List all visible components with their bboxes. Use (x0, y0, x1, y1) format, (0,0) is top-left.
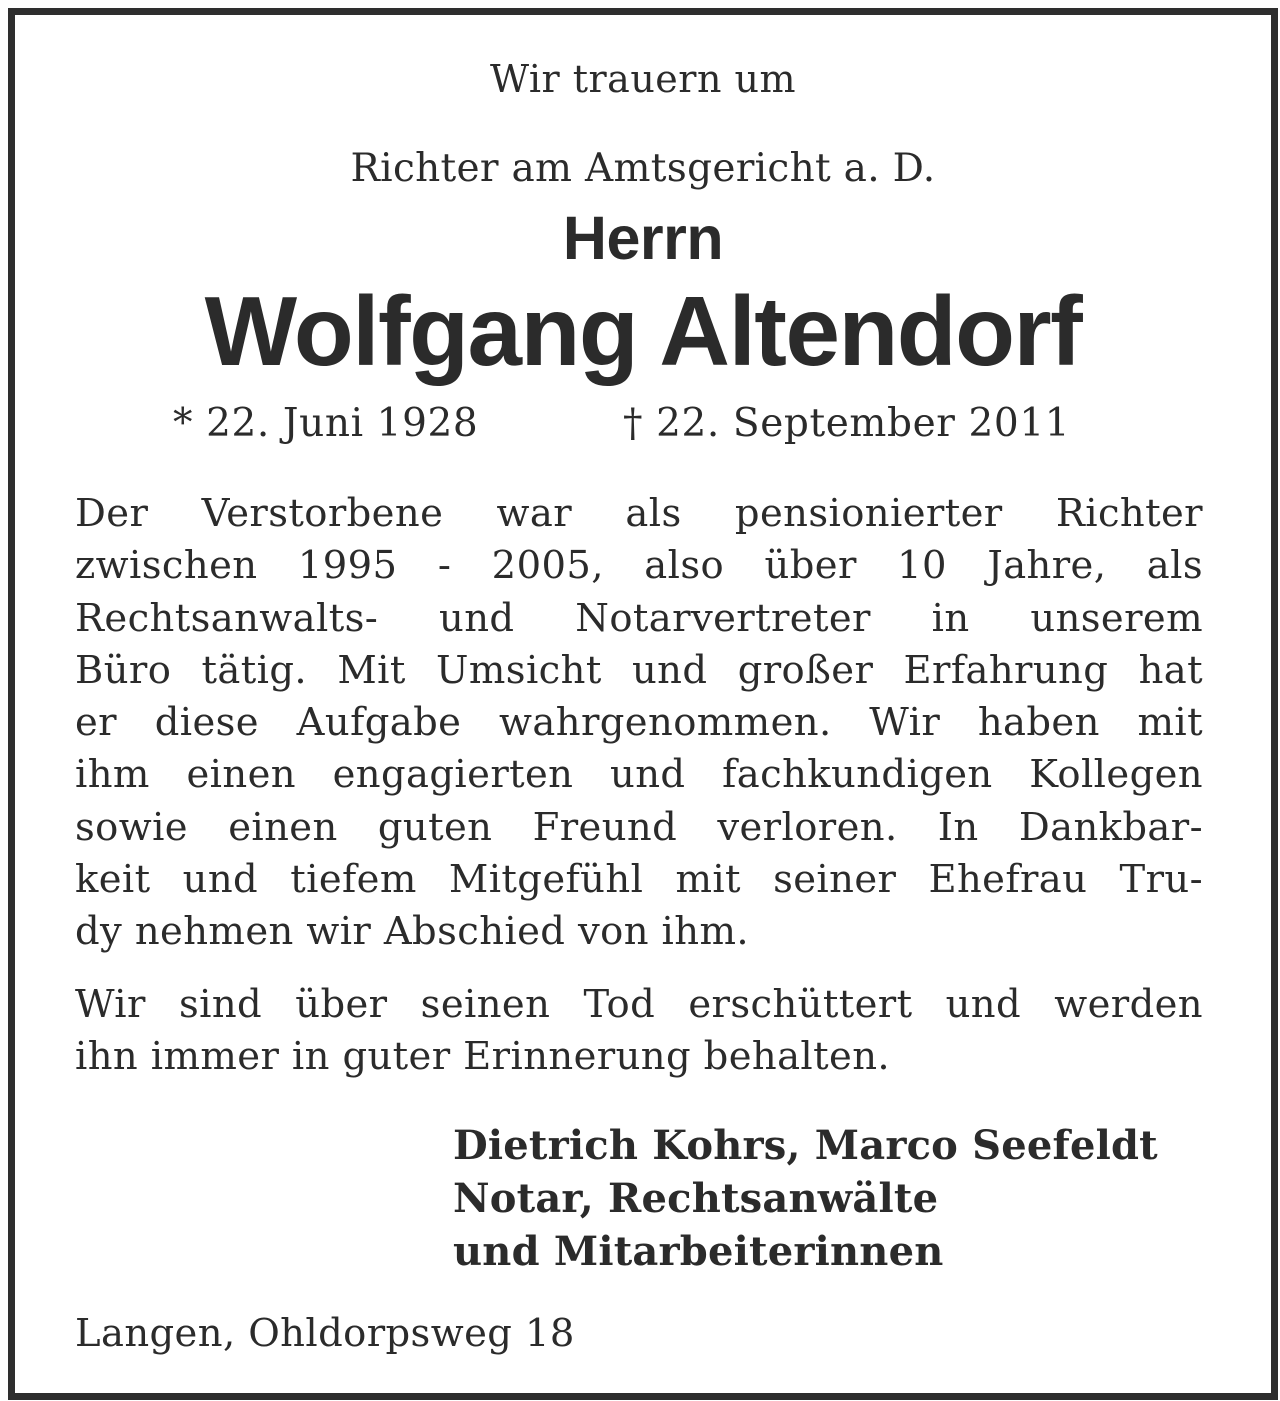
signer-roles: Notar, Rechtsanwälte (453, 1175, 939, 1222)
paragraph-line: Der Verstorbene war als pensionierter Richter (75, 491, 1203, 536)
paragraph-line: Rechtsanwalts- und Notarvertreter in unserem (75, 595, 1203, 641)
signer-names: Dietrich Kohrs, Marco Seefeldt (453, 1122, 1158, 1169)
deceased-name: Wolfgang Altendorf (204, 276, 1082, 386)
paragraph-line: ihm einen engagierten und fachkundigen Kollegen (75, 752, 1203, 798)
signer-staff: und Mitarbeiterinnen (453, 1228, 944, 1275)
paragraph-line: Büro tätig. Mit Umsicht und großer Erfahrung hat (75, 647, 1203, 693)
address: Langen, Ohldorpsweg 18 (75, 1311, 575, 1356)
obituary-notice (8, 8, 1278, 1400)
closing-paragraph (75, 979, 1203, 1084)
paragraph-line: zwischen 1995 - 2005, also über 10 Jahre, als (75, 543, 1203, 589)
paragraph-line: er diese Aufgabe wahrgenommen. Wir haben mit (75, 700, 1203, 746)
signers-block (453, 1119, 1158, 1278)
paragraph-line: Wir sind über seinen Tod erschüttert und werden (75, 982, 1203, 1027)
paragraph-line: ihn immer in guter Erinnerung behalten. (75, 1034, 891, 1080)
paragraph-line: dy nehmen wir Abschied von ihm. (75, 909, 750, 955)
intro-text: Wir trauern um (489, 57, 797, 101)
paragraph-line: sowie einen guten Freund verloren. In Dankbar- (75, 804, 1203, 850)
salutation: Herrn (562, 204, 724, 272)
deceased-title: Richter am Amtsgericht a. D. (350, 146, 936, 191)
tribute-paragraph (75, 488, 1203, 959)
birth-date: * 22. Juni 1928 (173, 401, 479, 446)
paragraph-line: keit und tiefem Mitgefühl mit seiner Ehefrau Tru- (75, 857, 1203, 903)
death-date: † 22. September 2011 (623, 401, 1071, 446)
